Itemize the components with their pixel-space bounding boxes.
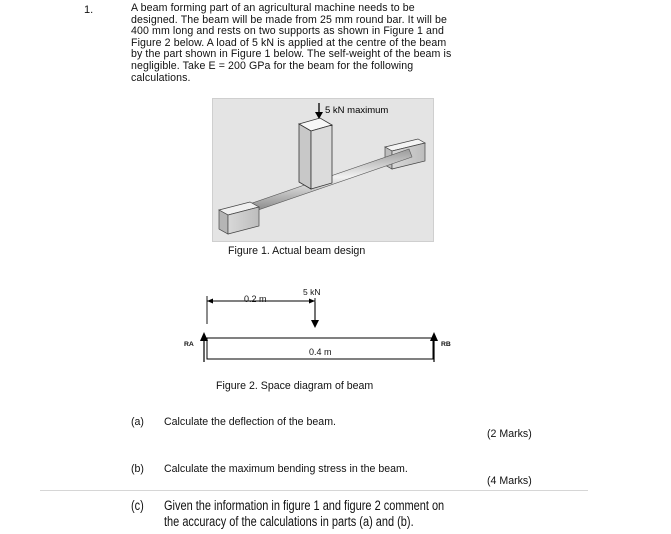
figure1-caption: Figure 1. Actual beam design — [228, 245, 366, 257]
part-c-line1: Given the information in figure 1 and figure 2 comment on — [164, 498, 445, 513]
span-label: 0.4 m — [309, 347, 332, 357]
intro-line: calculations. — [131, 71, 191, 84]
question-number: 1. — [84, 4, 94, 16]
figure2-caption: Figure 2. Space diagram of beam — [216, 380, 374, 392]
beam-render-illustration — [213, 99, 433, 241]
load-block — [299, 118, 332, 189]
point-load-label: 5 kN — [303, 287, 321, 297]
intro-line: by the part shown in Figure 1 below. The self-weight of the beam is — [131, 48, 452, 61]
half-span-label: 0.2 m — [244, 294, 267, 304]
part-c-line2: the accuracy of the calculations in parts (a) and (b). — [164, 514, 414, 529]
part-b-text: Calculate the maximum bending stress in the beam. — [164, 463, 408, 475]
figure1-load-label: 5 kN maximum — [325, 105, 389, 116]
right-reaction-label: RB — [441, 341, 451, 348]
load-arrow — [315, 103, 323, 119]
intro-line: designed. The beam will be made from 25 mm round bar. It will be — [131, 13, 447, 26]
question-intro — [131, 3, 551, 84]
part-a-letter: (a) — [131, 416, 144, 428]
figure1-image — [212, 98, 434, 242]
left-support-block — [219, 202, 259, 234]
left-reaction-label: RA — [184, 341, 194, 348]
right-reaction-arrow — [430, 332, 438, 362]
part-b-marks: (4 Marks) — [487, 475, 532, 487]
part-a-text: Calculate the deflection of the beam. — [164, 416, 336, 428]
part-c-letter: (c) — [131, 498, 144, 513]
intro-line: A beam forming part of an agricultural machine needs to be — [131, 2, 415, 14]
point-load-arrow — [311, 302, 319, 328]
part-a-marks: (2 Marks) — [487, 428, 532, 440]
intro-line: negligible. Take E = 200 GPa for the beam for the following — [131, 59, 414, 72]
intro-line: 400 mm long and rests on two supports as shown in Figure 1 and — [131, 25, 444, 38]
part-b-letter: (b) — [131, 463, 144, 475]
intro-line: Figure 2 below. A load of 5 kN is applied at the centre of the beam — [131, 36, 447, 49]
section-divider — [40, 490, 588, 491]
